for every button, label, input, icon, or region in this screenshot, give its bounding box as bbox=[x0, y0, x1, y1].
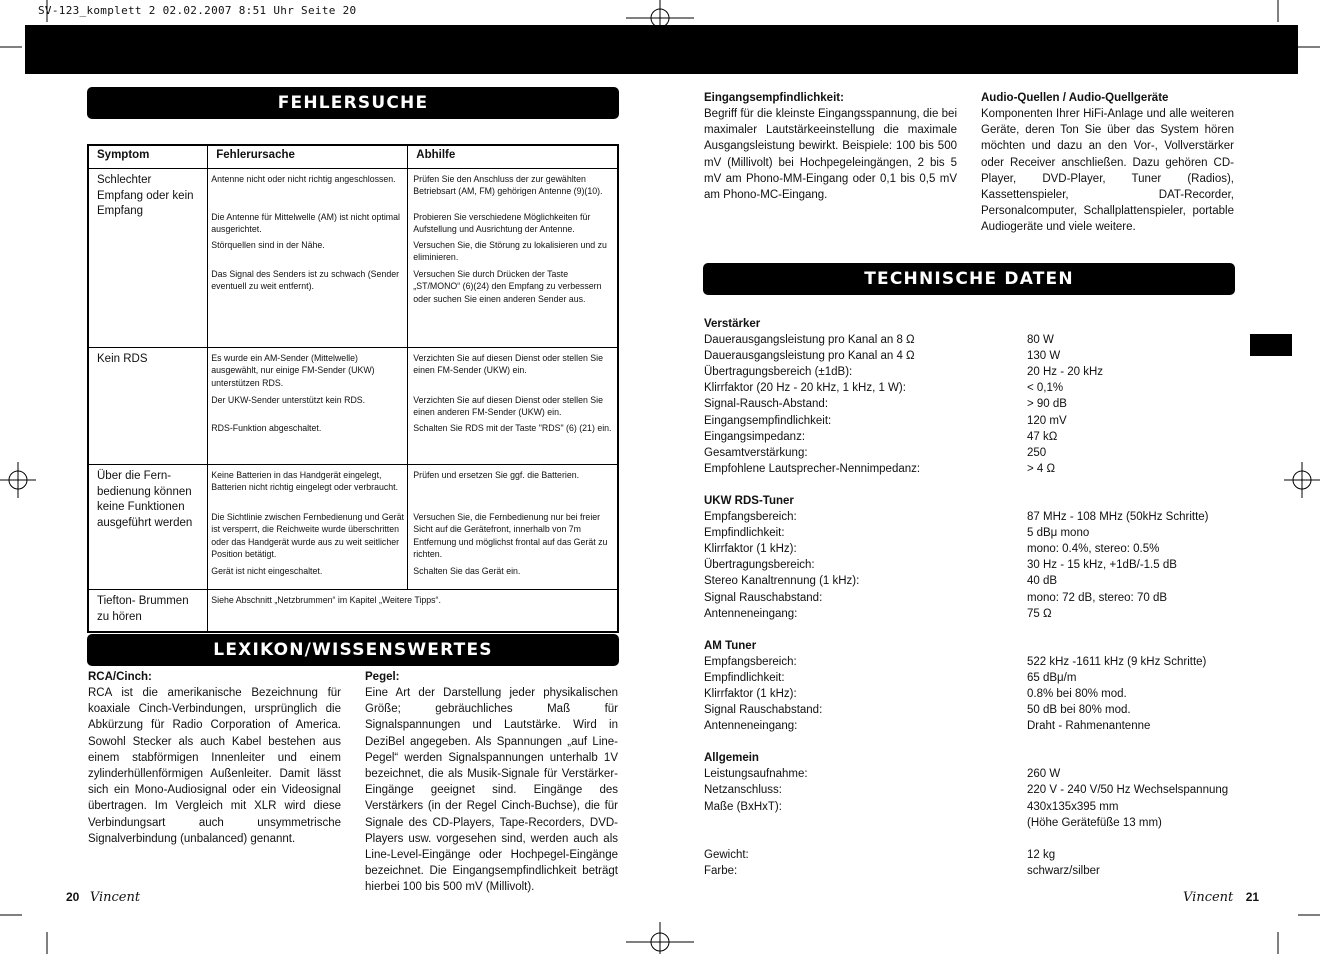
cause-cell bbox=[208, 590, 618, 632]
spec-label: Gesamtverstärkung: bbox=[704, 446, 808, 459]
pegel-title: Pegel: bbox=[365, 671, 400, 683]
remedy-text: Prüfen Sie den Anschluss der zur gewählten Betriebsart (AM, FM) gehörigen Antenne (9)(10). bbox=[413, 174, 603, 197]
spec-label: Klirrfaktor (20 Hz - 20 kHz, 1 kHz, 1 W): bbox=[704, 382, 906, 395]
spec-label: Antenneneingang: bbox=[704, 720, 798, 733]
remedy-text: Schalten Sie RDS mit der Taste "RDS" (6) (21) ein. bbox=[413, 423, 612, 433]
spec-value: 250 bbox=[1027, 446, 1047, 459]
spec-value: 40 dB bbox=[1027, 575, 1058, 588]
spec-value: 75 Ω bbox=[1027, 607, 1052, 620]
remedy-text: Probieren Sie verschiedene Möglichkeiten für Aufstellung und Ausrichtung der Antenne. bbox=[413, 212, 591, 235]
spec-label: Signal-Rausch-Abstand: bbox=[704, 398, 829, 411]
spec-value: > 4 Ω bbox=[1027, 462, 1056, 475]
col-header-cause: Fehlerursache bbox=[208, 145, 408, 169]
spec-label: Signal Rauschabstand: bbox=[704, 591, 823, 604]
remedy-text: Versuchen Sie, die Fernbedienung nur bei freier Sicht auf die Gerätefront, innerhalb von 7m Entfernung und möglichst frontal auf das Gerät zu richten. bbox=[413, 512, 608, 560]
spec-row bbox=[704, 557, 1264, 573]
symptom-cell: Schlechter Empfang oder kein Empfang bbox=[88, 169, 208, 348]
spec-value: 522 kHz -1611 kHz (9 kHz Schritte) bbox=[1027, 655, 1207, 668]
remedy-text: Verzichten Sie auf diesen Dienst oder stellen Sie einen FM-Sender (UKW) ein. bbox=[413, 353, 604, 376]
spec-row bbox=[704, 847, 1264, 863]
spec-label: Farbe: bbox=[704, 864, 738, 877]
spec-label: Übertragungsbereich (±1dB): bbox=[704, 366, 853, 379]
spec-row bbox=[704, 782, 1264, 798]
cause-text: Die Sichtlinie zwischen Fernbedienung und Gerät ist versperrt, die Reichweite wurde überschritten oder das Handgerät wurde aus zu weit seitlicher Position betätigt. bbox=[211, 512, 404, 560]
spec-value: 260 W bbox=[1027, 768, 1061, 781]
spec-value: 12 kg bbox=[1027, 848, 1056, 861]
col-header-remedy: Abhilfe bbox=[408, 145, 618, 169]
spec-value: schwarz/silber bbox=[1027, 864, 1100, 877]
cause-text: Siehe Abschnitt „Netzbrummen“ im Kapitel „Weitere Tipps“. bbox=[211, 595, 441, 605]
spec-row bbox=[704, 380, 1264, 396]
spec-row bbox=[704, 445, 1264, 461]
spec-row bbox=[704, 815, 1264, 831]
spec-row bbox=[704, 670, 1264, 686]
table-header-row bbox=[88, 145, 618, 169]
footer-left bbox=[66, 888, 140, 906]
spec-label bbox=[704, 831, 1027, 847]
spec-value: < 0,1% bbox=[1027, 382, 1064, 395]
remedy-text: Prüfen und ersetzen Sie ggf. die Batterien. bbox=[413, 470, 580, 480]
cause-text: Keine Batterien in das Handgerät eingelegt, Batterien nicht richtig eingelegt oder verbraucht. bbox=[211, 470, 399, 493]
spec-label: Empfindlichkeit: bbox=[704, 527, 785, 540]
spec-row bbox=[704, 590, 1264, 606]
cause-cell bbox=[208, 465, 408, 590]
spec-value: mono: 72 dB, stereo: 70 dB bbox=[1027, 591, 1168, 604]
lexikon-heading: LEXIKON/WISSENSWERTES bbox=[87, 634, 619, 666]
spec-row bbox=[704, 461, 1264, 477]
cause-text: Das Signal des Senders ist zu schwach (Sender eventuell zu weit entfernt). bbox=[211, 269, 400, 292]
remedy-text: Schalten Sie das Gerät ein. bbox=[413, 566, 521, 576]
eingang-title: Eingangsempfindlichkeit: bbox=[704, 92, 844, 104]
symptom-cell: Tiefton- Brummen zu hören bbox=[88, 590, 208, 632]
header-bar bbox=[25, 25, 1298, 74]
spec-label: Klirrfaktor (1 kHz): bbox=[704, 543, 797, 556]
cause-text: Der UKW-Sender unterstützt kein RDS. bbox=[211, 395, 366, 405]
col-header-symptom: Symptom bbox=[88, 145, 208, 169]
troubleshooting-table bbox=[87, 144, 619, 633]
spec-label bbox=[704, 815, 1027, 831]
spec-row bbox=[704, 702, 1264, 718]
spec-row bbox=[704, 541, 1264, 557]
spec-row bbox=[704, 429, 1264, 445]
technische-daten-heading: TECHNISCHE DATEN bbox=[703, 263, 1235, 295]
spec-label: Antenneneingang: bbox=[704, 607, 798, 620]
spec-value: 30 Hz - 15 kHz, +1dB/-1.5 dB bbox=[1027, 559, 1177, 572]
cause-text: Störquellen sind in der Nähe. bbox=[211, 240, 325, 250]
spec-row bbox=[704, 509, 1264, 525]
specs-list bbox=[704, 316, 1264, 879]
spec-section-title: Verstärker bbox=[704, 318, 761, 330]
spec-label: Klirrfaktor (1 kHz): bbox=[704, 687, 797, 700]
page-number-right: 21 bbox=[1245, 890, 1260, 904]
remedy-text: Versuchen Sie, die Störung zu lokalisieren und zu eliminieren. bbox=[413, 240, 607, 263]
pegel-entry bbox=[365, 670, 618, 896]
spec-row bbox=[704, 396, 1264, 412]
spec-label: Empfohlene Lautsprecher-Nennimpedanz: bbox=[704, 462, 921, 475]
spec-row bbox=[704, 799, 1264, 815]
spec-section-title: Allgemein bbox=[704, 752, 759, 765]
spec-label: Dauerausgangsleistung pro Kanal an 4 Ω bbox=[704, 350, 915, 363]
cause-text: Die Antenne für Mittelwelle (AM) ist nicht optimal ausgerichtet. bbox=[211, 212, 400, 235]
footer-right bbox=[1183, 888, 1259, 906]
spec-label: Maße (BxHxT): bbox=[704, 800, 782, 813]
spec-section-title: AM Tuner bbox=[704, 639, 757, 652]
table-row bbox=[88, 169, 618, 348]
spec-value: 220 V - 240 V/50 Hz Wechselspannung bbox=[1027, 784, 1229, 797]
rca-entry bbox=[88, 670, 341, 847]
spec-label: Stereo Kanaltrennung (1 kHz): bbox=[704, 575, 860, 588]
spec-value: 130 W bbox=[1027, 350, 1061, 363]
cause-text: RDS-Funktion abgeschaltet. bbox=[211, 423, 322, 433]
spec-value: mono: 0.4%, stereo: 0.5% bbox=[1027, 543, 1160, 556]
spec-label: Eingangsimpedanz: bbox=[704, 430, 806, 443]
eingang-text: Begriff für die kleinste Eingangsspannung, die bei maximaler Lautstärkeeinstellung die maximale Ausgangsleistung bewirkt. Beispiele: 100 bis 500 mV (Millivolt) bei Hochpegeleingängen, 2 bis 5 mV am Phono-MM-Eingang oder 0,1 bis 0,5 mV am Phono-MC-Eingang. bbox=[704, 108, 957, 202]
spec-row bbox=[704, 766, 1264, 782]
spec-label: Signal Rauschabstand: bbox=[704, 704, 823, 717]
cause-text: Gerät ist nicht eingeschaltet. bbox=[211, 566, 323, 576]
spec-value: 430x135x395 mm bbox=[1027, 800, 1119, 813]
spec-row bbox=[704, 332, 1264, 348]
spec-section-title: UKW RDS-Tuner bbox=[704, 494, 794, 507]
remedy-cell bbox=[408, 169, 618, 348]
spec-value: 0.8% bei 80% mod. bbox=[1027, 687, 1127, 700]
spec-value: 5 dBμ mono bbox=[1027, 527, 1090, 540]
spec-label: Empfangsbereich: bbox=[704, 655, 797, 668]
spec-row bbox=[704, 863, 1264, 879]
spec-row bbox=[704, 606, 1264, 622]
symptom-cell: Kein RDS bbox=[88, 348, 208, 465]
rca-text: RCA ist die amerikanische Bezeichnung für koaxiale Cinch-Verbindungen, ursprünglich die Abkürzung für Radio Corporation of America. Sowohl Stecker als auch Kabel bestehen aus einem stabförmigen Innenleiter und einem zylinderhüllenförmigen Außenleiter. Damit lässt sich ein Mono-Audiosignal oder ein Videosignal übertragen. Im Vergleich mit XLR wird diese Verbindungsart auch unsymmetrische Signalverbindung (unbalanced) genannt. bbox=[88, 687, 341, 845]
page-number-left: 20 bbox=[66, 890, 80, 904]
cause-cell bbox=[208, 348, 408, 465]
spec-value: 65 dBμ/m bbox=[1027, 671, 1077, 684]
audio-title: Audio-Quellen / Audio-Quellgeräte bbox=[981, 92, 1169, 104]
spec-label: Leistungsaufnahme: bbox=[704, 768, 808, 781]
spec-row bbox=[704, 831, 1264, 847]
spec-row bbox=[704, 686, 1264, 702]
spec-value: 80 W bbox=[1027, 334, 1054, 347]
spec-label: Übertragungsbereich: bbox=[704, 559, 815, 572]
cause-cell bbox=[208, 169, 408, 348]
brand-logo-right: Vincent bbox=[1183, 890, 1234, 905]
spec-value: Draht - Rahmenantenne bbox=[1027, 720, 1151, 733]
spec-row bbox=[704, 364, 1264, 380]
spec-value: > 90 dB bbox=[1027, 398, 1067, 411]
spec-label: Netzanschluss: bbox=[704, 784, 782, 797]
spec-label: Empfangsbereich: bbox=[704, 511, 797, 524]
spec-row bbox=[704, 573, 1264, 589]
rca-title: RCA/Cinch: bbox=[88, 671, 152, 683]
spec-value: 87 MHz - 108 MHz (50kHz Schritte) bbox=[1027, 511, 1209, 524]
remedy-text: Verzichten Sie auf diesen Dienst oder stellen Sie einen anderen FM-Sender (UKW) ein. bbox=[413, 395, 604, 418]
spec-value: 20 Hz - 20 kHz bbox=[1027, 366, 1104, 379]
spec-value: 50 dB bei 80% mod. bbox=[1027, 704, 1131, 717]
fehlersuche-heading: FEHLERSUCHE bbox=[87, 87, 619, 119]
remedy-text: Versuchen Sie durch Drücken der Taste „ST/MONO“ (6)(24) den Empfang zu verbessern oder suchen Sie einen anderen Sender aus. bbox=[413, 269, 602, 304]
spec-label: Empfindlichkeit: bbox=[704, 671, 785, 684]
eingang-entry bbox=[704, 91, 957, 203]
spec-value: 47 kΩ bbox=[1027, 430, 1058, 443]
pegel-text: Eine Art der Darstellung jeder physikalischen Größe; gebräuchliches Maß für Signalspannungen und Lautstärke. Wird in DeziBel angegeben. Als Spannungen „auf Line-Pegel“ werden Signalspannungen unterhalb 1V bezeichnet, die als Musik-Signale für Verstärker-Eingänge geeignet sind. Eingänge des Verstärkers (in der Regel Cinch-Buchse), die für Signale des CD-Players, Tape-Recorders, DVD-Players usw. vorgesehen sind, werden auch als Line-Level-Eingänge oder Hochpegel-Eingänge bezeichnet. Die Eingangsempfindlichkeit beträgt hierbei 100 bis 500 mV (Millivolt). bbox=[365, 687, 618, 894]
spec-label: Dauerausgangsleistung pro Kanal an 8 Ω bbox=[704, 334, 915, 347]
audio-text: Komponenten Ihrer HiFi-Anlage und alle weiteren Geräte, deren Ton Sie über das System hören möchten und dazu an den Vor-, Vollverstärker oder Receiver anschließen. Dazu gehören CD-Player, DVD-Player, Tuner (Radios), Kassettenspieler, DAT-Recorder, Personalcomputer, Schallplattenspieler, portable Audiogeräte und viele weitere. bbox=[981, 108, 1234, 234]
spec-row bbox=[704, 654, 1264, 670]
spec-row bbox=[704, 718, 1264, 734]
cause-text: Es wurde ein AM-Sender (Mittelwelle) ausgewählt, nur einige FM-Sender (UKW) unterstützen RDS. bbox=[211, 353, 375, 388]
spec-row bbox=[704, 348, 1264, 364]
print-slug: SV-123_komplett 2 02.02.2007 8:51 Uhr Seite 20 bbox=[38, 4, 357, 17]
spec-row bbox=[704, 413, 1264, 429]
remedy-cell bbox=[408, 348, 618, 465]
spec-label: Eingangsempfindlichkeit: bbox=[704, 414, 832, 427]
brand-logo-left: Vincent bbox=[89, 890, 141, 905]
table-row bbox=[88, 590, 618, 632]
spec-label: Gewicht: bbox=[704, 848, 749, 861]
table-row bbox=[88, 348, 618, 465]
cause-text: Antenne nicht oder nicht richtig angeschlossen. bbox=[211, 174, 396, 184]
table-row bbox=[88, 465, 618, 590]
spec-row bbox=[704, 525, 1264, 541]
spec-value: (Höhe Gerätefüße 13 mm) bbox=[1027, 816, 1162, 829]
remedy-cell bbox=[408, 465, 618, 590]
spec-value: 120 mV bbox=[1027, 414, 1067, 427]
symptom-cell: Über die Fern- bedienung können keine Funktionen ausgeführt werden bbox=[88, 465, 208, 590]
audio-entry bbox=[981, 91, 1234, 236]
